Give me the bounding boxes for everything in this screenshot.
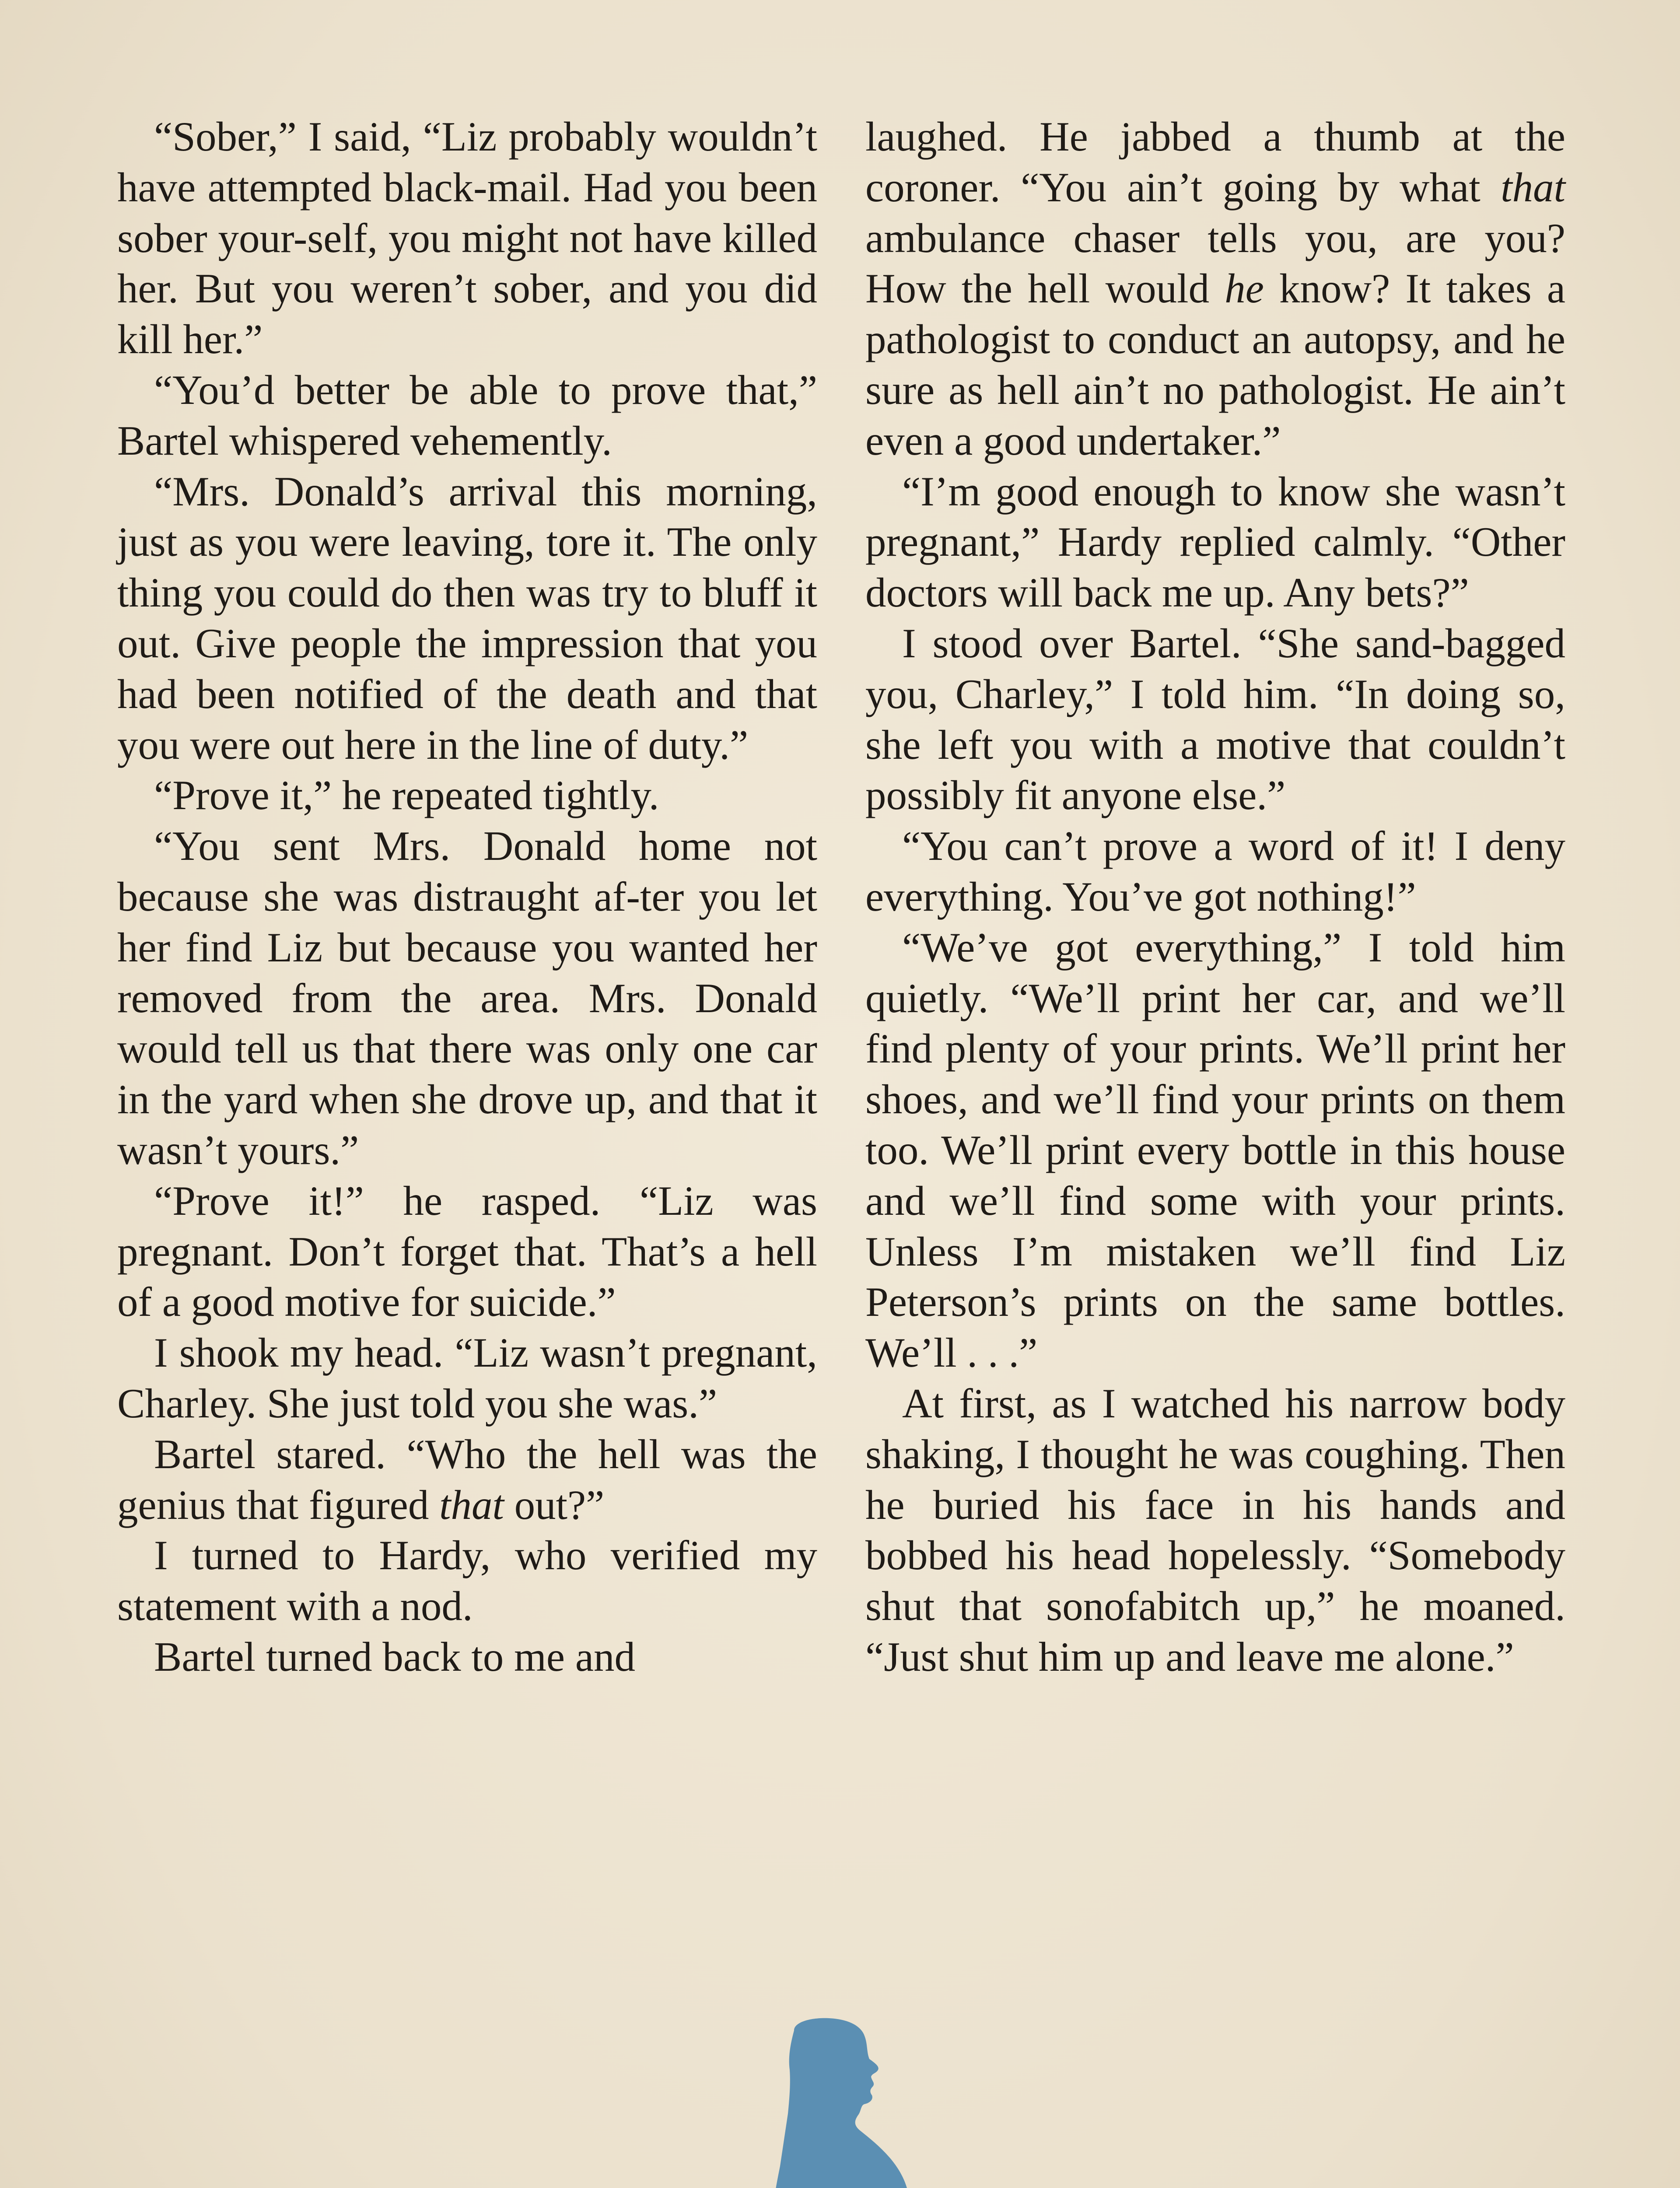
paragraph: At first, as I watched his narrow body shaking, I thought he was coughing. Then he buried his face in his hands and bobbed his head hopelessly. “Somebody shut that sonofabitch up,” he moaned. “Just shut him up and leave me alone.”	[865, 1380, 1565, 1680]
hitchcock-profile-icon	[768, 2017, 925, 2188]
paragraph: “Sober,” I said, “Liz probably wouldn’t have attempted black-mail. Had you been sober your-self, you might not have killed her. But you weren’t sober, and you did kill her.”	[117, 113, 817, 363]
right-column	[865, 112, 1565, 1683]
paragraph: “Mrs. Donald’s arrival this morning, just as you were leaving, tore it. The only thing you could do then was try to bluff it out. Give people the impression that you had been notified of the death and that you were out here in the line of duty.”	[117, 468, 817, 768]
paragraph: “I’m good enough to know she wasn’t pregnant,” Hardy replied calmly. “Other doctors will back me up. Any bets?”	[865, 468, 1565, 616]
paragraph: I turned to Hardy, who verified my statement with a nod.	[117, 1532, 817, 1630]
paragraph: “You sent Mrs. Donald home not because she was distraught af-ter you let her find Liz but because you wanted her removed from the area. Mrs. Donald would tell us that there was only one car in the yard when she drove up, and that it wasn’t yours.”	[117, 823, 817, 1173]
left-column	[117, 112, 817, 1683]
paragraph: I stood over Bartel. “She sand-bagged you, Charley,” I told him. “In doing so, she left you with a motive that couldn’t possibly fit anyone else.”	[865, 620, 1565, 819]
silhouette-shape	[772, 2018, 913, 2188]
paragraph: “Prove it!” he rasped. “Liz was pregnant. Don’t forget that. That’s a hell of a good motive for suicide.”	[117, 1177, 817, 1325]
paragraph: “You can’t prove a word of it! I deny everything. You’ve got nothing!”	[865, 823, 1565, 920]
paragraph: “We’ve got everything,” I told him quietly. “We’ll print her car, and we’ll find plenty of your prints. We’ll print her shoes, and we’ll find your prints on them too. We’ll print every bottle in this house and we’ll find some with your prints. Unless I’m mistaken we’ll find Liz Peterson’s prints on the same bottles. We’ll . . .”	[865, 924, 1565, 1376]
paragraph: I shook my head. “Liz wasn’t pregnant, Charley. She just told you she was.”	[117, 1329, 817, 1427]
paragraph: Bartel turned back to me and	[154, 1633, 636, 1680]
paragraph: “Prove it,” he repeated tightly.	[154, 772, 659, 819]
paragraph: laughed. He jabbed a thumb at the coroner. “You ain’t going by what that ambulance chaser tells you, are you? How the hell would he know? It takes a pathologist to conduct an autopsy, and he sure as hell ain’t no pathologist. He ain’t even a good undertaker.”	[865, 113, 1565, 464]
paragraph: Bartel stared. “Who the hell was the genius that figured that out?”	[117, 1431, 817, 1528]
paragraph: “You’d better be able to prove that,” Bartel whispered vehemently.	[117, 366, 817, 464]
